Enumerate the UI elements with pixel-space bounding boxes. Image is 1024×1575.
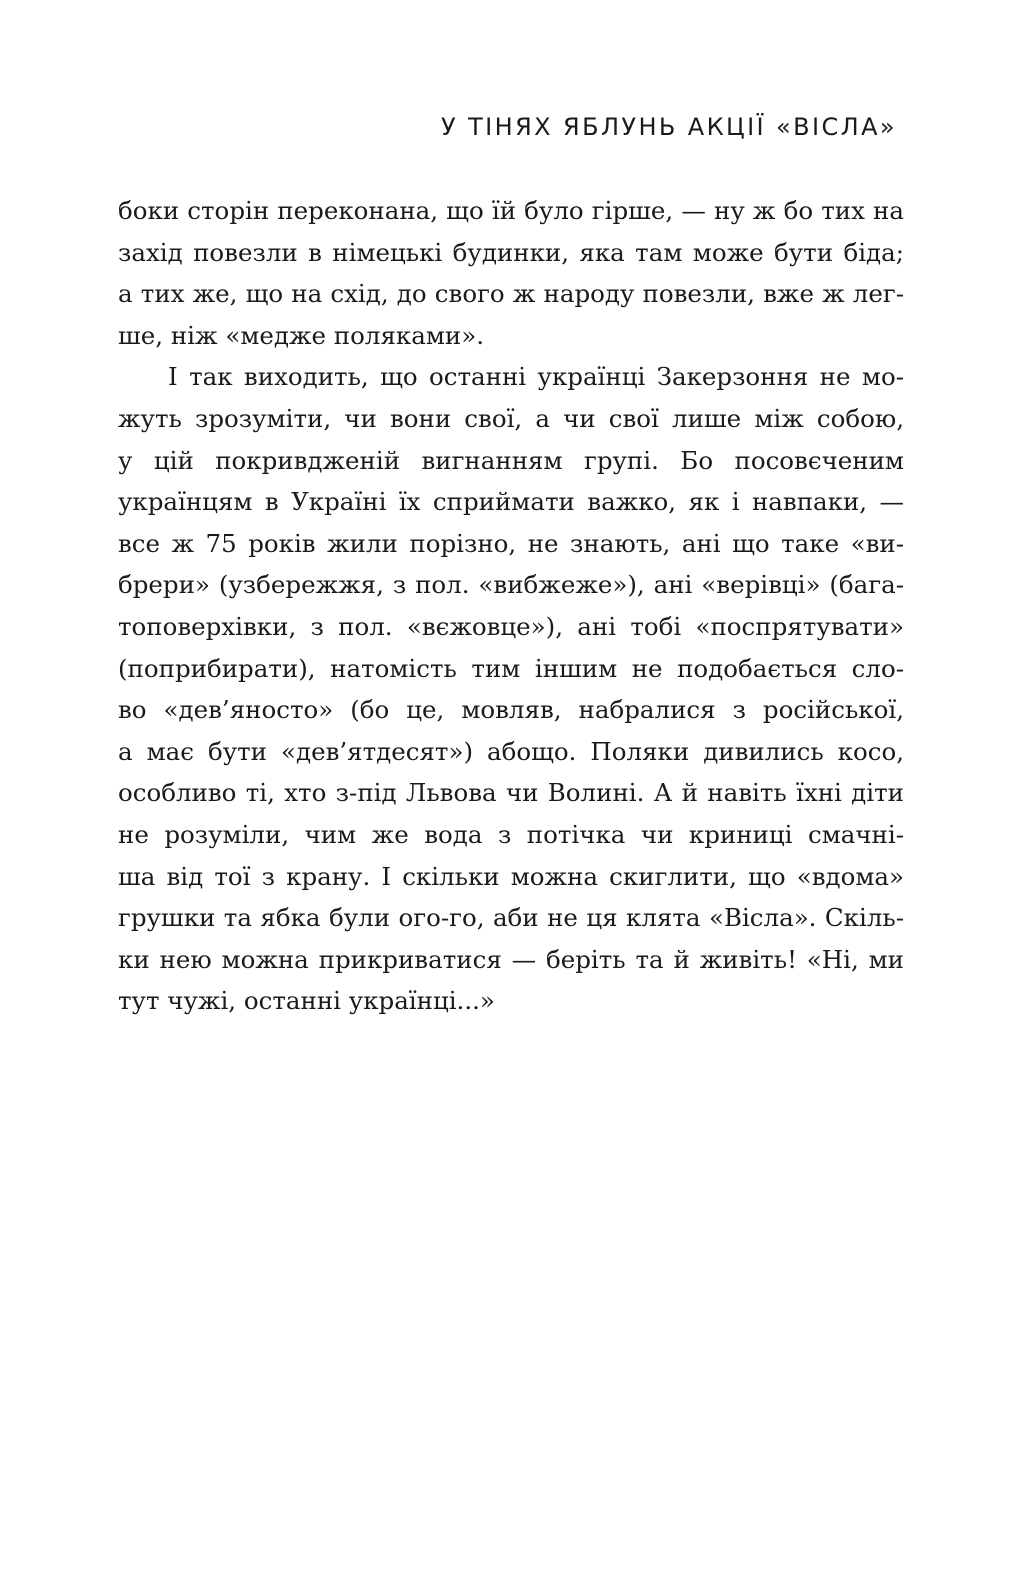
text-line: грушки та ябка були ого-го, аби не ця клята «Вісла». Скіль-	[118, 903, 904, 933]
text-line: жуть зрозуміти, чи вони свої, а чи свої лише між собою,	[118, 403, 904, 433]
text-line: (поприбирати), натомість тим іншим не подобається сло-	[118, 653, 904, 683]
text-line: а тих же, що на схід, до свого ж народу повезли, вже ж лег-	[118, 279, 904, 309]
text-line: а має бути «дев’ятдесят») абощо. Поляки дивились косо,	[118, 736, 904, 766]
text-line: ше, ніж «медже поляками».	[118, 320, 484, 350]
running-header: У ТІНЯХ ЯБЛУНЬ АКЦІЇ «ВІСЛА»	[441, 113, 897, 141]
text-line: ша від тої з крану. І скільки можна скиглити, що «вдома»	[118, 861, 904, 891]
text-line: захід повезли в німецькі будинки, яка там може бути біда;	[118, 237, 904, 267]
text-line: у цій покривдженій вигнанням групі. Бо посовєченим	[118, 445, 904, 475]
text-line: все ж 75 років жили порізно, не знають, ані що таке «ви-	[118, 528, 904, 558]
text-line: брери» (узбережжя, з пол. «вибжеже»), ані «верівці» (бага-	[118, 570, 904, 600]
text-line: особливо ті, хто з-під Львова чи Волині. А й навіть їхні діти	[118, 778, 904, 808]
body-text	[118, 190, 904, 1022]
text-line: топоверхівки, з пол. «вєжовце»), ані тобі «поспрятувати»	[118, 611, 904, 641]
text-line: не розуміли, чим же вода з потічка чи криниці смачні-	[118, 819, 904, 849]
text-line: боки сторін переконана, що їй було гірше, — ну ж бо тих на	[118, 196, 904, 225]
text-line: українцям в Україні їх сприймати важко, як і навпаки, —	[118, 487, 904, 517]
text-line: тут чужі, останні українці...»	[118, 986, 495, 1016]
text-line: ки нею можна прикриватися — беріть та й живіть! «Ні, ми	[118, 944, 904, 974]
text-line: І так виходить, що останні українці Закерзоння не мо-	[168, 362, 904, 392]
text-line: во «дев’яносто» (бо це, мовляв, набралися з російської,	[118, 695, 904, 725]
